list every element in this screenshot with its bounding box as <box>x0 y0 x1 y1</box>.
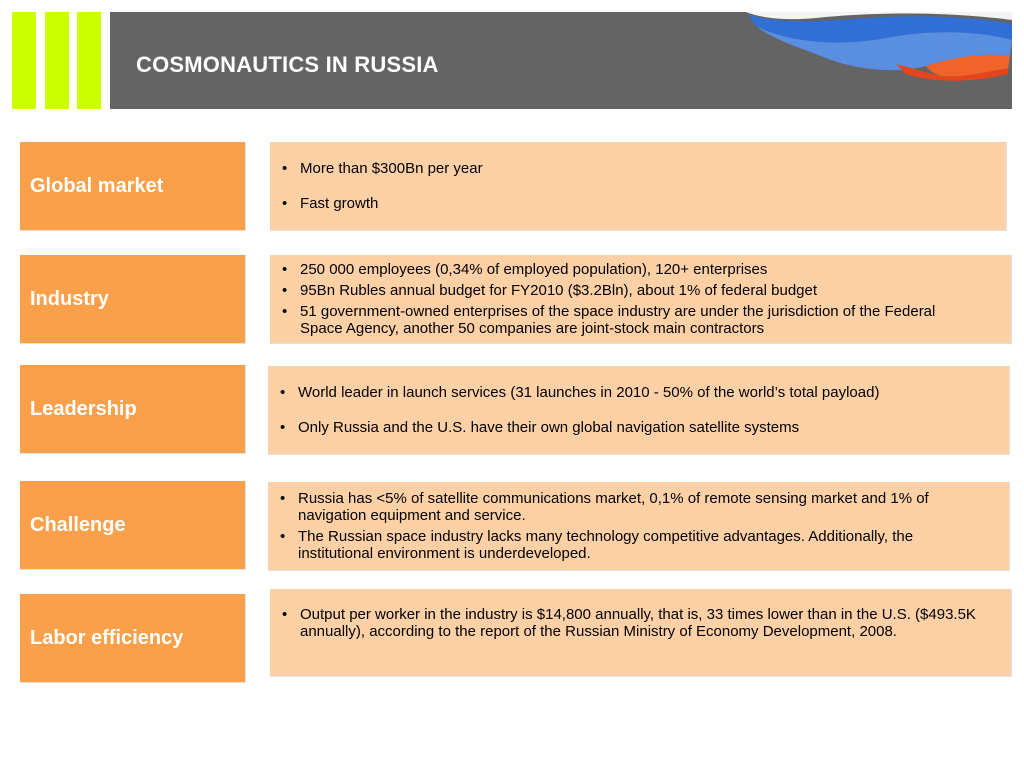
label-text: Global market <box>30 174 164 197</box>
bullet-list <box>280 384 979 436</box>
bullet-item: • Russia has <5% of satellite communications market, 0,1% of remote sensing market and 1% of navigation equipment and service. <box>280 490 979 524</box>
label-global-market <box>20 142 246 231</box>
bullet-item: • Only Russia and the U.S. have their own global navigation satellite systems <box>280 419 979 436</box>
label-text: Challenge <box>30 513 126 536</box>
bullet-item: • Output per worker in the industry is $14,800 annually, that is, 33 times lower than in the U.S. ($493.5K annually), according to the report of the Russian Ministry of Economy Development, 2008. <box>282 606 981 640</box>
russian-flag-icon <box>746 12 1012 82</box>
page-title: COSMONAUTICS IN RUSSIA <box>136 52 439 77</box>
label-challenge <box>20 481 246 570</box>
bullet-item: • 250 000 employees (0,34% of employed population), 120+ enterprises <box>282 261 981 278</box>
content-global-market <box>270 142 1007 231</box>
bullet-list <box>282 160 976 212</box>
bullet-list <box>282 261 981 337</box>
label-industry <box>20 255 246 344</box>
label-labor-efficiency <box>20 594 246 683</box>
header-stripe-3 <box>77 12 101 109</box>
label-text: Leadership <box>30 397 137 420</box>
bullet-list <box>280 490 979 562</box>
bullet-item: • The Russian space industry lacks many technology competitive advantages. Additionally, the institutional environment is underdeveloped. <box>280 528 979 562</box>
header-bar <box>110 12 1012 109</box>
header-stripe-1 <box>12 12 36 109</box>
bullet-item: • Fast growth <box>282 195 976 212</box>
bullet-list <box>282 606 981 640</box>
content-leadership <box>268 366 1010 455</box>
content-challenge <box>268 482 1010 571</box>
label-leadership <box>20 365 246 454</box>
bullet-item: • World leader in launch services (31 launches in 2010 - 50% of the world’s total payload) <box>280 384 979 401</box>
bullet-item: • More than $300Bn per year <box>282 160 976 177</box>
label-text: Industry <box>30 287 109 310</box>
content-industry <box>270 255 1012 344</box>
bullet-item: • 51 government-owned enterprises of the space industry are under the jurisdiction of the Federal Space Agency, another 50 companies are joint-stock main contractors <box>282 303 981 337</box>
label-text: Labor efficiency <box>30 626 184 649</box>
content-labor-efficiency <box>270 589 1012 677</box>
bullet-item: • 95Bn Rubles annual budget for FY2010 ($3.2Bln), about 1% of federal budget <box>282 282 981 299</box>
header-stripe-2 <box>45 12 69 109</box>
